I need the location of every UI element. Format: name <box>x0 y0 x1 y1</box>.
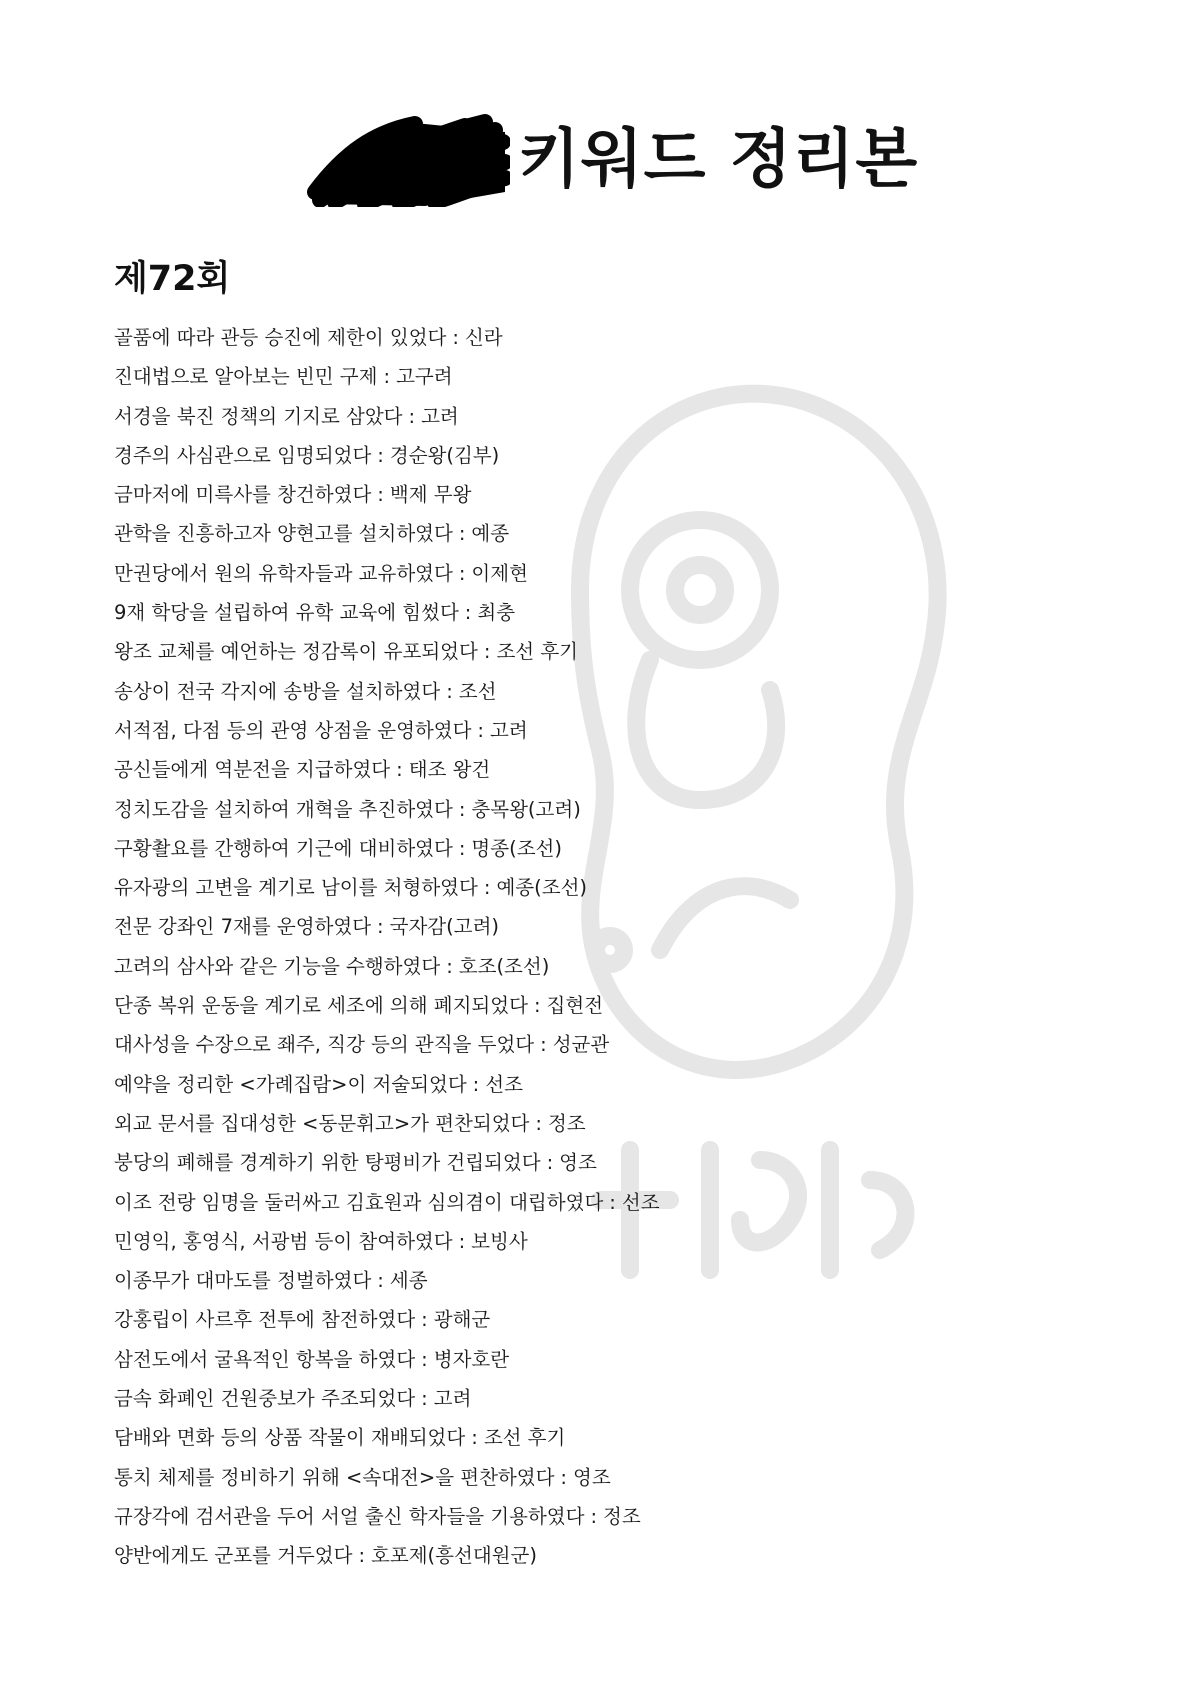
keyword-separator: : <box>377 915 384 939</box>
keyword-item <box>114 947 1094 986</box>
keyword-separator: : <box>408 404 416 428</box>
keyword-separator: : <box>458 522 466 546</box>
keyword-separator: : <box>452 326 459 349</box>
keyword-item <box>114 514 1094 553</box>
keyword-statement: 경주의 사심관으로 임명되었다 <box>114 443 372 467</box>
keyword-item <box>114 986 1094 1025</box>
keyword-separator: : <box>396 758 403 782</box>
keyword-separator: : <box>535 1111 542 1135</box>
keyword-statement: 강홍립이 사르후 전투에 참전하였다 <box>114 1308 416 1332</box>
keyword-item <box>114 1379 1094 1418</box>
keyword-item <box>114 397 1094 436</box>
keyword-statement: 양반에게도 군포를 거두었다 <box>114 1544 353 1568</box>
keyword-answer: 정조 <box>547 1111 586 1135</box>
keyword-item <box>114 790 1094 829</box>
keyword-item <box>114 750 1094 789</box>
keyword-item <box>114 1183 1094 1222</box>
keyword-separator: : <box>358 1544 366 1568</box>
keyword-item <box>114 1025 1094 1064</box>
keyword-separator: : <box>464 601 472 625</box>
keyword-separator: : <box>533 994 541 1018</box>
keyword-answer: 태조 왕건 <box>408 758 491 782</box>
keyword-list <box>114 318 1094 1576</box>
keyword-item <box>114 554 1094 593</box>
keyword-item <box>114 1418 1094 1457</box>
keyword-separator: : <box>446 954 453 978</box>
keyword-answer: 명종(조선) <box>471 836 562 860</box>
keyword-answer: 세종 <box>389 1269 428 1293</box>
keyword-item <box>114 436 1094 475</box>
keyword-answer: 이제현 <box>471 561 528 585</box>
keyword-statement: 금마저에 미륵사를 창건하였다 <box>114 483 372 507</box>
keyword-separator: : <box>421 1387 428 1411</box>
keyword-item <box>114 1458 1094 1497</box>
redaction-scribble <box>305 112 510 207</box>
keyword-answer: 병자호란 <box>433 1347 510 1371</box>
keyword-answer: 선조 <box>485 1072 523 1096</box>
keyword-statement: 이조 전랑 임명을 둘러싸고 김효원과 심의겸이 대립하였다 <box>114 1190 604 1214</box>
keyword-statement: 붕당의 폐해를 경계하기 위한 탕평비가 건립되었다 <box>114 1151 541 1175</box>
keyword-item <box>114 672 1094 711</box>
keyword-statement: 전문 강좌인 7재를 운영하였다 <box>114 915 372 939</box>
keyword-separator: : <box>377 1269 384 1293</box>
keyword-separator: : <box>483 876 491 900</box>
keyword-answer: 고려 <box>433 1387 472 1411</box>
keyword-statement: 만권당에서 원의 유학자들과 교유하였다 <box>114 561 453 585</box>
keyword-answer: 집현전 <box>546 994 604 1018</box>
keyword-answer: 보빙사 <box>471 1229 528 1253</box>
keyword-item <box>114 868 1094 907</box>
keyword-statement: 구황촬요를 간행하여 기근에 대비하였다 <box>114 836 453 860</box>
keyword-item <box>114 1143 1094 1182</box>
keyword-answer: 광해군 <box>433 1308 491 1332</box>
keyword-item <box>114 632 1094 671</box>
keyword-separator: : <box>377 483 384 507</box>
keyword-item <box>114 711 1094 750</box>
keyword-statement: 규장각에 검서관을 두어 서얼 출신 학자들을 기용하였다 <box>114 1504 585 1528</box>
keyword-item <box>114 318 1094 357</box>
keyword-answer: 고려 <box>490 718 528 742</box>
keyword-separator: : <box>383 365 391 389</box>
keyword-statement: 왕조 교체를 예언하는 정감록이 유포되었다 <box>114 640 478 664</box>
keyword-separator: : <box>472 1072 480 1096</box>
keyword-statement: 진대법으로 알아보는 빈민 구제 <box>114 365 378 389</box>
keyword-statement: 외교 문서를 집대성한 <동문휘고>가 편찬되었다 <box>114 1111 530 1135</box>
keyword-answer: 경순왕(김부) <box>389 443 500 467</box>
keyword-statement: 삼전도에서 굴욕적인 항복을 하였다 <box>114 1347 416 1371</box>
keyword-answer: 영조 <box>573 1465 611 1489</box>
keyword-statement: 서적점, 다점 등의 관영 상점을 운영하였다 <box>114 718 472 742</box>
keyword-item <box>114 1222 1094 1261</box>
keyword-answer: 예종(조선) <box>496 876 588 900</box>
keyword-separator: : <box>560 1465 567 1489</box>
keyword-statement: 단종 복위 운동을 계기로 세조에 의해 폐지되었다 <box>114 994 528 1018</box>
keyword-separator: : <box>458 1229 466 1253</box>
keyword-statement: 금속 화폐인 건원중보가 주조되었다 <box>114 1387 416 1411</box>
keyword-answer: 영조 <box>559 1151 597 1175</box>
keyword-answer: 충목왕(고려) <box>471 797 581 821</box>
keyword-item <box>114 1536 1094 1575</box>
keyword-answer: 고구려 <box>396 365 453 389</box>
keyword-item <box>114 907 1094 946</box>
keyword-item <box>114 1497 1094 1536</box>
keyword-answer: 백제 무왕 <box>389 483 472 507</box>
keyword-separator: : <box>590 1504 598 1528</box>
keyword-statement: 통치 체제를 정비하기 위해 <속대전>을 편찬하였다 <box>114 1465 555 1489</box>
keyword-separator: : <box>609 1190 616 1214</box>
document-header <box>0 100 1190 220</box>
keyword-separator: : <box>477 718 484 742</box>
keyword-separator: : <box>458 561 466 585</box>
keyword-item <box>114 1065 1094 1104</box>
keyword-statement: 관학을 진흥하고자 양현고를 설치하였다 <box>114 522 453 546</box>
keyword-answer: 고려 <box>421 404 459 428</box>
keyword-answer: 신라 <box>464 326 503 349</box>
keyword-separator: : <box>471 1426 478 1450</box>
keyword-statement: 송상이 전국 각지에 송방을 설치하였다 <box>114 679 441 703</box>
keyword-statement: 9재 학당을 설립하여 유학 교육에 힘썼다 <box>114 601 459 625</box>
keyword-separator: : <box>458 836 466 860</box>
keyword-item <box>114 357 1094 396</box>
keyword-separator: : <box>446 679 453 703</box>
keyword-item <box>114 1104 1094 1143</box>
keyword-answer: 호포제(흥선대원군) <box>371 1544 537 1568</box>
keyword-answer: 조선 <box>458 679 497 703</box>
document-title: 키워드 정리본 <box>518 123 919 197</box>
section-title: 제72회 <box>114 259 231 299</box>
keyword-item <box>114 475 1094 514</box>
keyword-separator: : <box>421 1347 428 1371</box>
keyword-statement: 골품에 따라 관등 승진에 제한이 있었다 <box>114 326 447 349</box>
keyword-separator: : <box>546 1151 554 1175</box>
keyword-item <box>114 1340 1094 1379</box>
keyword-statement: 민영익, 홍영식, 서광범 등이 참여하였다 <box>114 1229 453 1253</box>
keyword-item <box>114 593 1094 632</box>
keyword-separator: : <box>540 1033 547 1057</box>
keyword-statement: 이종무가 대마도를 정벌하였다 <box>114 1269 372 1293</box>
keyword-answer: 조선 후기 <box>496 640 578 664</box>
keyword-item <box>114 829 1094 868</box>
keyword-item <box>114 1300 1094 1339</box>
keyword-statement: 대사성을 수장으로 좨주, 직강 등의 관직을 두었다 <box>114 1033 535 1057</box>
keyword-statement: 정치도감을 설치하여 개혁을 추진하였다 <box>114 797 453 821</box>
keyword-statement: 서경을 북진 정책의 기지로 삼았다 <box>114 404 403 428</box>
keyword-answer: 정조 <box>603 1504 641 1528</box>
keyword-answer: 호조(조선) <box>458 954 550 978</box>
keyword-answer: 조선 후기 <box>483 1426 566 1450</box>
keyword-statement: 담배와 면화 등의 상품 작물이 재배되었다 <box>114 1426 466 1450</box>
keyword-statement: 공신들에게 역분전을 지급하였다 <box>114 758 391 782</box>
keyword-statement: 유자광의 고변을 계기로 남이를 처형하였다 <box>114 876 478 900</box>
keyword-answer: 선조 <box>621 1190 660 1214</box>
keyword-statement: 고려의 삼사와 같은 기능을 수행하였다 <box>114 954 441 978</box>
keyword-item <box>114 1261 1094 1300</box>
keyword-answer: 예종 <box>471 522 510 546</box>
keyword-answer: 국자감(고려) <box>389 915 500 939</box>
keyword-separator: : <box>421 1308 428 1332</box>
keyword-statement: 예약을 정리한 <가례집람>이 저술되었다 <box>114 1072 467 1096</box>
keyword-separator: : <box>458 797 466 821</box>
keyword-separator: : <box>483 640 491 664</box>
keyword-answer: 성균관 <box>552 1033 610 1057</box>
keyword-separator: : <box>377 443 384 467</box>
keyword-answer: 최충 <box>477 601 516 625</box>
